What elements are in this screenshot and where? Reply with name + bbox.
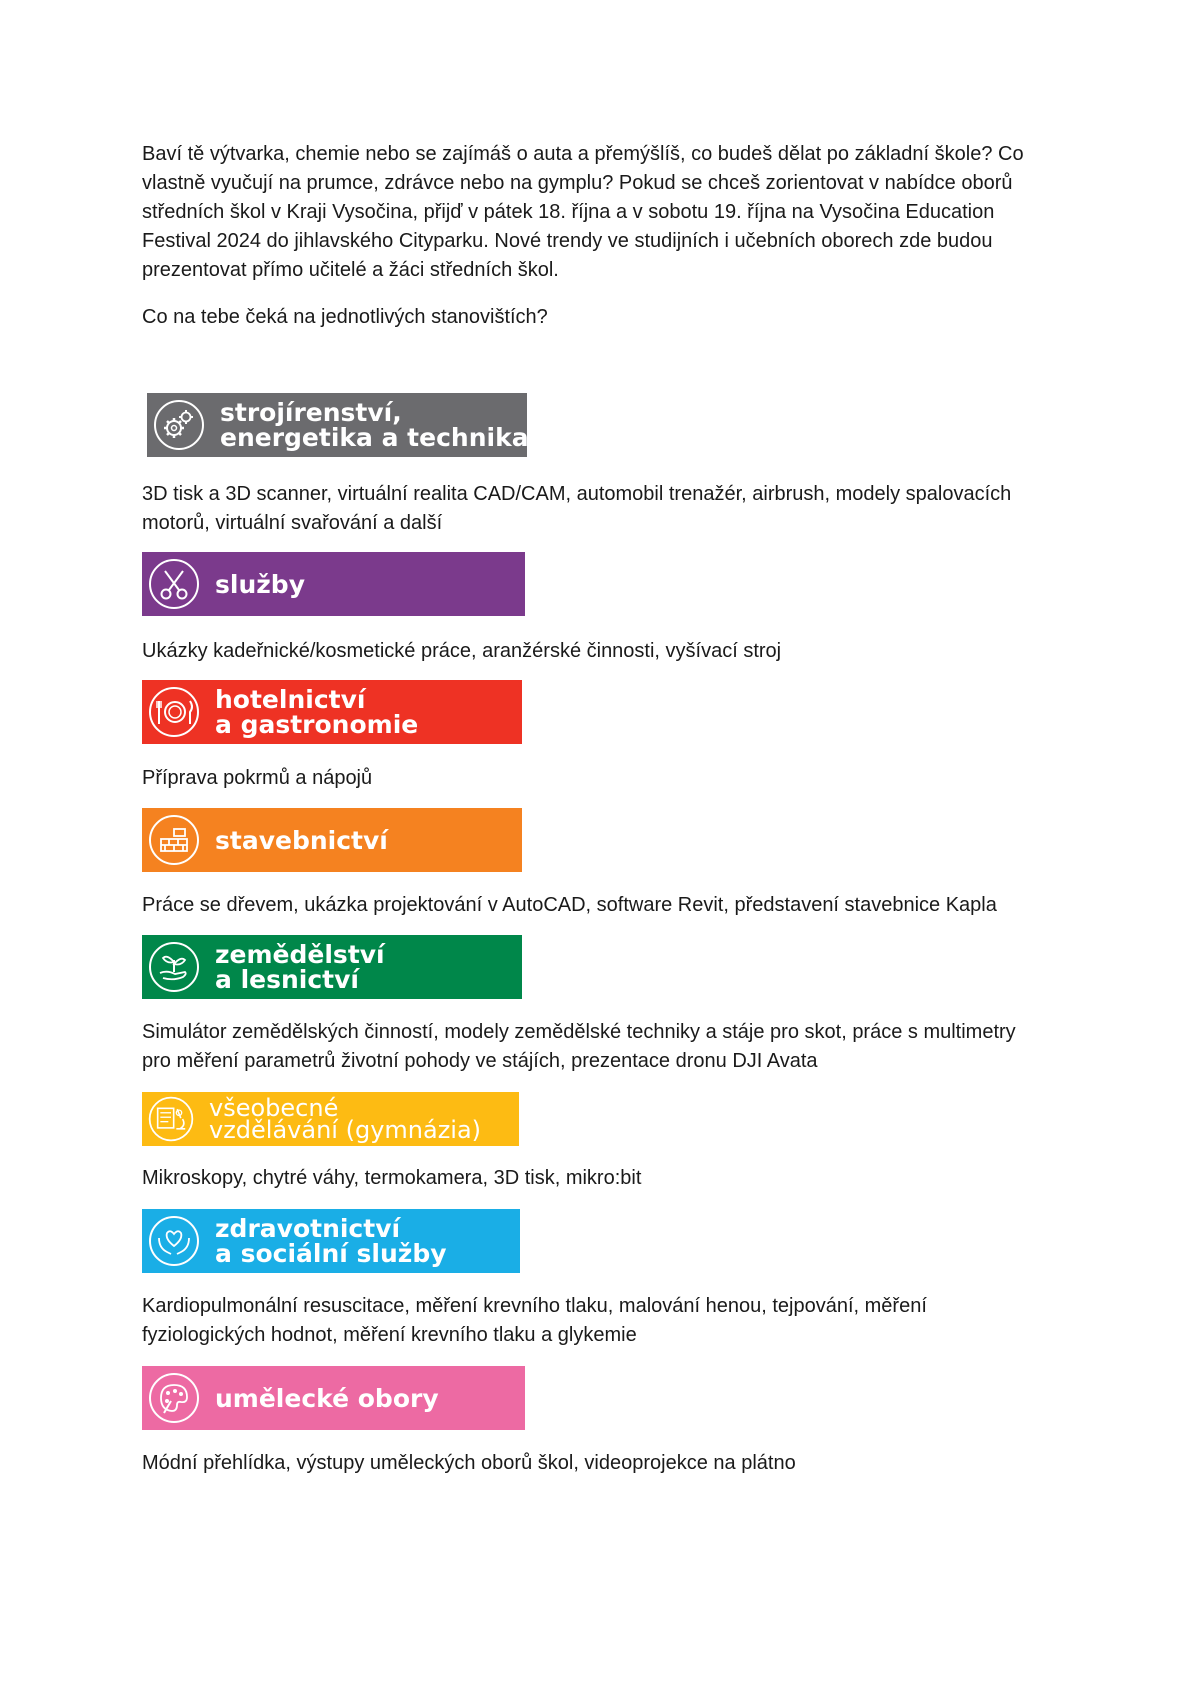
brick-wall-icon — [147, 813, 201, 867]
station-description: Příprava pokrmů a nápojů — [142, 767, 373, 789]
banner-label — [220, 400, 529, 450]
banner-label — [215, 825, 388, 855]
banner-strojirenstvi — [147, 393, 527, 457]
banner-label-line2: vzdělávání (gymnázia) — [209, 1116, 482, 1144]
gears-icon — [152, 398, 206, 452]
station-description: Kardiopulmonální resuscitace, měření krevního tlaku, malování henou, tejpování, měření fyziologických hodnot, měření krevního tlaku a glykemie — [142, 1295, 927, 1346]
banner-stavebnictvi — [142, 808, 522, 872]
banner-label-line1: strojírenství, — [220, 398, 402, 427]
banner-vseobecne — [142, 1092, 519, 1146]
banner-label — [215, 687, 418, 737]
intro-question: Co na tebe čeká na jednotlivých stanovištích? — [142, 306, 548, 328]
station-description: Ukázky kadeřnické/kosmetické práce, aranžérské činnosti, vyšívací stroj — [142, 640, 782, 662]
banner-label-line1: služby — [215, 569, 305, 599]
banner-label-line2: a gastronomie — [215, 710, 419, 739]
plate-cutlery-icon — [147, 685, 201, 739]
banner-label — [215, 942, 385, 992]
station-description: Módní přehlídka, výstupy uměleckých oborů škol, videoprojekce na plátno — [142, 1452, 796, 1474]
station-description: Mikroskopy, chytré váhy, termokamera, 3D tisk, mikro:bit — [142, 1167, 642, 1189]
heart-hands-icon — [147, 1214, 201, 1268]
scissors-icon — [147, 557, 201, 611]
banner-label — [215, 1216, 447, 1266]
palette-icon — [147, 1371, 201, 1425]
station-description: Simulátor zemědělských činností, modely zemědělské techniky a stáje pro skot, práce s multimetry pro měření parametrů životní pohody ve stájích, prezentace dronu DJI Avata — [142, 1021, 1016, 1072]
banner-hotelnictvi — [142, 680, 522, 744]
banner-zemedelstvi — [142, 935, 522, 999]
banner-label-line2: a sociální služby — [215, 1239, 447, 1268]
banner-label-line1: stavebnictví — [215, 825, 388, 855]
banner-label-line1: zdravotnictví — [215, 1214, 401, 1243]
banner-label — [215, 569, 305, 599]
banner-label-line1: umělecké obory — [215, 1383, 439, 1413]
intro-paragraph: Baví tě výtvarka, chemie nebo se zajímáš o auta a přemýšlíš, co budeš dělat po základní škole? Co vlastně vyučují na prumce, zdrávce nebo na gymplu? Pokud se chceš zorientovat v nabídce oborů středních škol v Kraji Vysočina, přijď v pátek 18. října a v sobotu 19. října na Vysočina Education Festival 2024 do jihlavského Cityparku. Nové trendy ve studijních i učebních oborech zde budou prezentovat přímo učitelé a žáci středních škol. — [142, 143, 1024, 281]
station-description: 3D tisk a 3D scanner, virtuální realita CAD/CAM, automobil trenažér, airbrush, modely spalovacích motorů, virtuální svařování a další — [142, 483, 1012, 534]
banner-label-line2: a lesnictví — [215, 965, 359, 994]
banner-label — [209, 1094, 482, 1144]
station-description: Práce se dřevem, ukázka projektování v AutoCAD, software Revit, představení stavebnice Kapla — [142, 894, 997, 916]
banner-label-line1: hotelnictví — [215, 685, 366, 714]
banner-zdravotnictvi — [142, 1209, 520, 1273]
banner-label-line1: zemědělství — [215, 940, 385, 969]
plant-hand-icon — [147, 940, 201, 994]
microscope-book-icon — [147, 1095, 195, 1143]
banner-label — [215, 1383, 439, 1413]
banner-label-line1: všeobecné — [209, 1094, 339, 1122]
banner-umelecke — [142, 1366, 525, 1430]
banner-sluzby — [142, 552, 525, 616]
banner-label-line2: energetika a technika — [220, 423, 529, 452]
